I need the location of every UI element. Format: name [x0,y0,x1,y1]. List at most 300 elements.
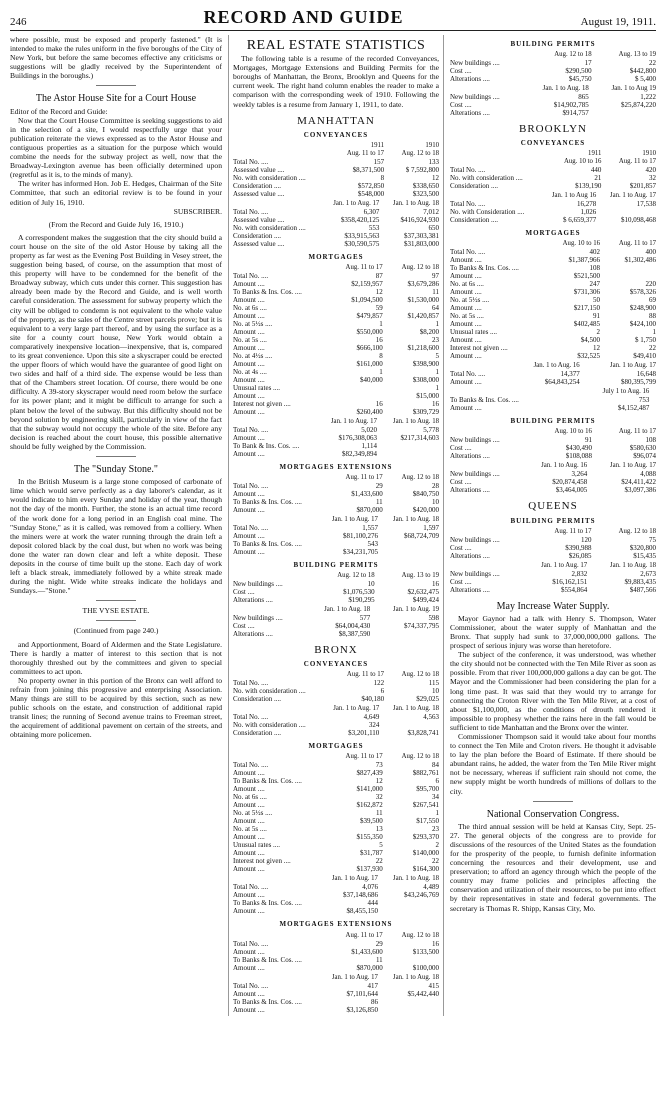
stats-header-cell [233,142,329,150]
stats-value: $3,464,005 [555,486,588,495]
stats-value: 12 [432,173,439,182]
stats-label: Interest not given .... [233,399,291,408]
stats-header-cell [649,388,656,396]
stats-label: Total No. .... [450,248,486,257]
stats-row [233,956,439,964]
stats-label: Amount .... [233,865,265,874]
stats-label: Cost .... [450,543,472,552]
column-left [10,35,222,1016]
stats-row [450,288,656,296]
stats-header-cell [450,192,539,200]
stats-value: $39,500 [359,817,383,826]
stats-label: To Banks & Ins. Cos. .... [233,955,302,964]
queens-sections [450,517,656,594]
stats-row [450,59,656,67]
stats-header-cell [233,932,327,940]
stats-value: 1 [435,367,439,376]
stats-row [450,478,656,486]
stats-label: Amount .... [233,343,265,352]
stats-row [233,490,439,498]
stats-header-cell: Aug. 13 to 19 [401,572,439,580]
stats-row [233,891,439,899]
column-right [450,35,656,1016]
stats-header-row [233,516,439,524]
stats-row [233,785,439,793]
stats-header-cell: Aug. 11 to 17 [345,474,383,482]
stats-value: 4,076 [362,883,378,892]
stats-row [233,907,439,915]
stats-label: Amount .... [450,304,482,313]
stats-value: $499,424 [412,596,439,605]
stats-value: $323,500 [412,189,439,198]
stats-value: 122 [373,679,385,688]
stats-value: $309,729 [412,407,439,416]
stats-value: $137,930 [356,865,383,874]
stats-value: 29 [375,482,383,491]
stats-table [450,240,656,360]
stats-label: Amount .... [233,963,265,972]
stats-header-cell: Jan. 1 to Aug. 17 [331,875,378,883]
section-title: MORTGAGES [525,229,581,238]
stats-label: No. at 6s .... [233,303,267,312]
stats-label: Unusual rates .... [233,841,281,850]
stats-value: 133 [428,157,439,166]
stats-value: 11 [432,287,439,296]
stats-label: Amount .... [233,989,265,998]
stats-header-row [233,150,439,158]
stats-value: $1,094,500 [351,295,383,304]
stats-header-cell: Aug. 12 to 18 [401,753,439,761]
stats-row [450,578,656,586]
stats-row [233,304,439,312]
stats-value: 2 [596,328,601,337]
stats-header-row [233,875,439,883]
stats-header-row [233,264,439,272]
section-title: CONVEYANCES [520,139,586,148]
vyse-paragraph: and Apportionment, Board of Aldermen and the State Legislature. There is hardly a matter of interest to this section that is not thoroughly threshed out by the committees and given to special committees to act upon. [10,639,222,676]
stats-value: 6 [435,777,439,786]
stats-value: $870,000 [356,963,383,972]
stats-value: 7,012 [423,207,439,216]
stats-value: $320,800 [629,543,656,552]
stats-value: $2,632,475 [407,588,439,597]
stats-table [450,528,656,560]
stats-header-cell [233,516,317,524]
stats-row [233,580,439,588]
section-title: MORTGAGES EXTENSIONS [279,462,393,471]
stats-value: 50 [593,296,601,305]
stats-row [450,216,656,224]
stats-row [233,368,439,376]
stats-label: Amount .... [450,288,482,297]
stats-header-cell: Jan. 1 to Aug. 18 [609,561,656,569]
divider [96,620,136,621]
stats-row [450,452,656,460]
stats-header-cell: Jan. 1 to Aug. 18 [392,875,439,883]
stats-label: Amount .... [450,272,482,281]
stats-label: New buildings .... [233,614,283,623]
reprint-note: (From the Record and Guide July 16, 1910.) [48,219,184,229]
stats-header-cell: Jan. 1 to Aug. 19 [392,606,439,614]
stats-label: To Banks & Ins. Cos. .... [233,777,302,786]
stats-row [233,182,439,190]
stats-row [450,552,656,560]
stats-label: Interest not given .... [233,857,291,866]
stats-value: $20,874,458 [552,478,588,487]
stats-value: 29 [375,939,383,948]
stats-value: 22 [649,59,656,68]
statistics-intro: The following table is a resume of the recorded Conveyances, Mortgages, Mortgage Extensions and Building Permits for the boroughs of Manhattan, the Bronx, Brooklyn and Queens for the current week. The right hand column enables the reader to make a comparison with the corresponding week of 1910. Following the weekly tables is a resume from January 1, 1911, to date. [233,54,439,109]
stats-value: $840,750 [412,490,439,499]
stats-header-cell: Jan. 1 to Aug. 17 [609,192,656,200]
stats-value: 4,489 [423,883,439,892]
stats-value: 88 [649,312,656,321]
stats-value: $267,541 [412,801,439,810]
stats-row [233,614,439,622]
vyse-paragraph: No property owner in this portion of the Bronx can well afford to refrain from joining this progressive and enterprising Association. Many things are still to be acquired by this section, such as new public schools on the estate, and construction of additional rapid transit lines; the running of Second avenue trains to Freeman street, the acquirement of additional pavement on certain of the streets, and obtaining more policemen. [10,675,222,740]
stats-row [233,940,439,948]
stats-table [233,753,439,873]
section-title: MORTGAGES EXTENSIONS [279,920,393,929]
stats-row [233,548,439,556]
stats-value: $80,395,799 [621,378,656,387]
stats-row [233,1006,439,1014]
stats-value: 75 [649,535,656,544]
stats-header-row [233,142,439,150]
stats-row [233,400,439,408]
stats-value: 87 [375,271,383,280]
stats-label: Amount .... [233,359,265,368]
statistics-title: REAL ESTATE STATISTICS [246,38,426,53]
stats-value: $133,500 [412,947,439,956]
stats-value: $580,630 [629,444,656,453]
conservation-paragraph: The third annual session will be held at Kansas City, Sept. 25-27. The general objects of the congress are to provide for discussions of the resources of the United States as the foundation for the prosperity of the people, to furnish definite information concerning the resources and their development, use and preservation; to afford an agency through which the people of the country may frame policies and principles affecting the conservation and utilization of their resources, to be put into effect by their representatives in state and federal governments. The secretary is Thomas R. Shipp, Kansas City, Mo. [450,821,656,913]
stats-row [233,769,439,777]
stats-label: New buildings .... [450,59,500,68]
stats-value: 16 [432,580,439,589]
stats-row [233,833,439,841]
stats-value: $31,803,000 [404,239,439,248]
stats-value: 12 [375,777,383,786]
stats-value: $217,314,603 [400,433,439,442]
stats-row [233,695,439,703]
stats-row [450,264,656,272]
stats-header-cell: Aug. 12 to 18 [401,671,439,679]
stats-label: Alterations .... [450,486,490,495]
stats-header-row [450,362,656,370]
sunday-stone-title: The "Sunday Stone." [74,464,158,476]
stats-table [450,362,656,386]
section-title: MORTGAGES [308,742,364,751]
stats-value: 2,832 [571,569,588,578]
stats-value: $1,420,857 [407,311,439,320]
stats-value: 753 [638,396,650,405]
stats-label: Amount .... [233,947,265,956]
stats-value: $201,857 [629,182,656,191]
stats-value: 17,538 [636,200,656,209]
stats-header-cell [233,671,329,679]
stats-value: 16 [375,399,383,408]
stats-header-cell [450,240,544,248]
stats-table [233,142,439,198]
stats-value: $390,988 [565,543,592,552]
stats-label: Unusual rates .... [233,383,281,392]
stats-value [649,396,656,404]
stats-value: $578,326 [629,288,656,297]
stats-label: Total No. .... [233,425,269,434]
stats-label: Amount .... [233,1005,265,1014]
stats-header-cell: July 1 to Aug. 16 [602,388,650,396]
stats-value [378,907,439,915]
stats-label: Total No. .... [233,482,269,491]
stats-row [233,408,439,416]
stats-header-row [233,572,439,580]
stats-header-row [450,388,656,396]
stats-table [450,462,656,494]
stats-value: $81,100,276 [342,532,378,541]
stats-value: 10 [432,687,439,696]
stats-value: $176,308,063 [338,433,377,442]
stats-row [233,630,439,638]
vyse-continued-note: (Continued from page 240.) [73,626,159,636]
stats-header-cell [450,528,528,536]
stats-label: Amount .... [233,391,265,400]
stats-label: To Banks & Ins. Cos. .... [233,997,302,1006]
stats-label: Amount .... [233,311,265,320]
stats-row [233,336,439,344]
stats-label: Amount .... [233,490,265,499]
astor-house-title: The Astor House Site for a Court House [35,93,197,105]
stats-label: New buildings .... [450,93,500,102]
stats-row [233,883,439,891]
stats-row [233,328,439,336]
stats-row [450,93,656,101]
stats-header-cell: Jan. 1 to Aug. 17 [333,199,380,207]
stats-value [589,109,656,117]
stats-table [233,200,439,248]
stats-label: Total No. .... [233,713,269,722]
stats-row [450,352,656,360]
masthead [10,6,656,31]
stats-label: No. at 4½s .... [233,351,273,360]
stats-header-cell: Aug. 10 to 16 [554,428,592,436]
stats-table [450,150,656,190]
stats-header-cell [233,753,327,761]
stats-value: $666,100 [356,343,383,352]
stats-row [450,470,656,478]
stats-header-row [233,474,439,482]
stats-header-cell: Aug. 10 to 16 [562,240,601,248]
stats-value: 1,557 [362,524,378,533]
stats-header-row [233,932,439,940]
stats-row [233,801,439,809]
stats-header-cell: Aug. 11 to 17 [345,753,383,761]
section-title: BUILDING PERMITS [510,417,596,426]
stats-value: 2,673 [640,569,656,578]
stats-value: $139,190 [575,182,602,191]
stats-header-row [233,974,439,982]
stats-header-cell: Jan. 1 to Aug. 17 [331,973,378,981]
stats-value: $402,485 [573,320,601,329]
stats-value: $8,387,590 [338,630,371,639]
stats-row [233,857,439,865]
stats-row [233,442,439,450]
stats-table [450,428,656,460]
stats-value: 16 [375,335,383,344]
stats-label: Amount .... [450,320,482,329]
stats-value: 417 [367,981,378,990]
stats-label: Total No. .... [450,166,486,175]
stats-row [450,378,656,386]
stats-value: $442,800 [629,67,656,76]
stats-header-cell: Jan. 1 to Aug. 16 [533,362,580,370]
stats-row [450,256,656,264]
stats-header-cell: Jan. 1 to Aug. 18 [392,973,439,981]
page-number: 246 [10,16,27,28]
stats-row [233,174,439,182]
stats-label: Amount .... [233,769,265,778]
stats-row [233,948,439,956]
stats-value: $10,098,468 [621,216,656,225]
stats-value: 6 [380,687,385,696]
stats-header-cell [233,200,320,208]
stats-label: No. with consideration .... [233,687,306,696]
stats-label: No. with Consideration .... [450,208,525,217]
stats-header-cell [450,462,518,470]
stats-header-row [450,150,656,158]
stats-value: $49,410 [633,352,656,361]
stats-label: Cost .... [450,577,472,586]
stats-header-cell [450,362,503,370]
stats-value: $34,231,705 [342,548,378,557]
stats-label: Alterations .... [450,75,490,84]
stats-header-cell [233,150,329,158]
stats-value: $1,076,530 [343,588,375,597]
stats-value: $162,872 [356,801,383,810]
stats-value: $3,828,741 [407,729,439,738]
stats-label: No. with consideration .... [233,223,306,232]
stats-label: No. at 6s .... [450,280,484,289]
stats-row [233,506,439,514]
stats-row [233,849,439,857]
stats-row [233,622,439,630]
stats-value: $15,000 [416,391,439,400]
stats-table [233,474,439,514]
stats-value: 32 [649,174,656,183]
stats-value: $550,000 [356,327,383,336]
stats-table [450,85,656,117]
stats-value: 1 [652,328,656,337]
stats-label: To Banks & Ins. Cos. .... [233,540,302,549]
stats-label: New buildings .... [233,580,283,589]
stats-header-row [450,51,656,59]
stats-value [370,630,439,638]
stats-header-cell [233,606,301,614]
stats-value: 1,114 [361,441,377,450]
stats-header-cell: Jan. 1 to Aug. 17 [331,516,378,524]
stats-label: Amount .... [450,352,482,361]
stats-header-row [233,200,439,208]
stats-value: $31,787 [359,849,383,858]
stats-header-cell: Aug. 11 to 17 [618,240,656,248]
stats-value: $217,150 [573,304,601,313]
stats-row [450,280,656,288]
stats-label: No. at 6s .... [233,793,267,802]
stats-value: 32 [375,793,383,802]
stats-value: 6,307 [363,207,380,216]
stats-value: 1,026 [580,208,597,217]
stats-row [450,200,656,208]
stats-row [233,482,439,490]
stats-row [450,396,656,404]
stats-value: 12 [375,287,383,296]
stats-value: 16,648 [636,370,656,379]
stats-value: $1,218,600 [407,343,439,352]
stats-header-row [233,705,439,713]
stats-label: Total No. .... [233,271,269,280]
stats-value: 4,649 [363,713,380,722]
stats-value: 577 [359,614,371,623]
stats-value: $521,500 [573,272,601,281]
stats-value: $358,420,125 [340,215,380,224]
stats-row [233,498,439,506]
stats-label: Assessed value .... [233,239,285,248]
stats-label: No. at 5½s .... [233,319,273,328]
stats-label: To Banks & Ins. Cos. .... [450,396,519,405]
stats-value: $141,000 [356,785,383,794]
stats-row [233,713,439,721]
stats-value: $161,000 [356,359,383,368]
stats-row [233,841,439,849]
stats-row [450,166,656,174]
stats-header-cell: Aug. 11 to 17 [346,149,385,157]
stats-label: New buildings .... [450,569,500,578]
stats-value: $430,490 [565,444,592,453]
bronx-permits [450,40,656,117]
stats-value: $155,350 [356,833,383,842]
stats-label: To Banks & Ins. Cos. .... [450,264,519,273]
stats-value: $26,085 [568,551,592,560]
stats-row [233,777,439,785]
stats-value: 91 [584,436,592,445]
stats-value [596,208,656,216]
stats-value: 69 [649,296,656,305]
stats-row [233,272,439,280]
stats-value: $8,455,150 [346,907,378,916]
stats-value: 5 [379,841,383,850]
stats-header-cell: Jan. 1 to Aug 16 [551,192,597,200]
stats-label: To Bank & Ins. Cos. .... [233,441,300,450]
water-supply-title: May Increase Water Supply. [496,600,610,612]
stats-label: Amount .... [233,891,265,900]
stats-row [450,101,656,109]
stats-value: $100,000 [412,963,439,972]
stats-value [327,392,383,400]
stats-value: $572,850 [357,181,385,190]
stats-label: No. at 5s .... [233,335,267,344]
stats-label: Total No. .... [233,761,269,770]
stats-value: $82,349,894 [341,449,377,458]
stats-label: Amount .... [233,801,265,810]
stats-header-cell: Jan. 1 to Aug. 18 [392,417,439,425]
stats-label: Cost .... [233,622,255,631]
stats-table [233,974,439,1014]
stats-value: 16 [432,939,439,948]
stats-row [233,729,439,737]
stats-header-cell: Aug. 12 to 18 [554,51,592,59]
stats-value: 22 [649,344,656,353]
stats-header-cell: 1911 [588,150,602,158]
